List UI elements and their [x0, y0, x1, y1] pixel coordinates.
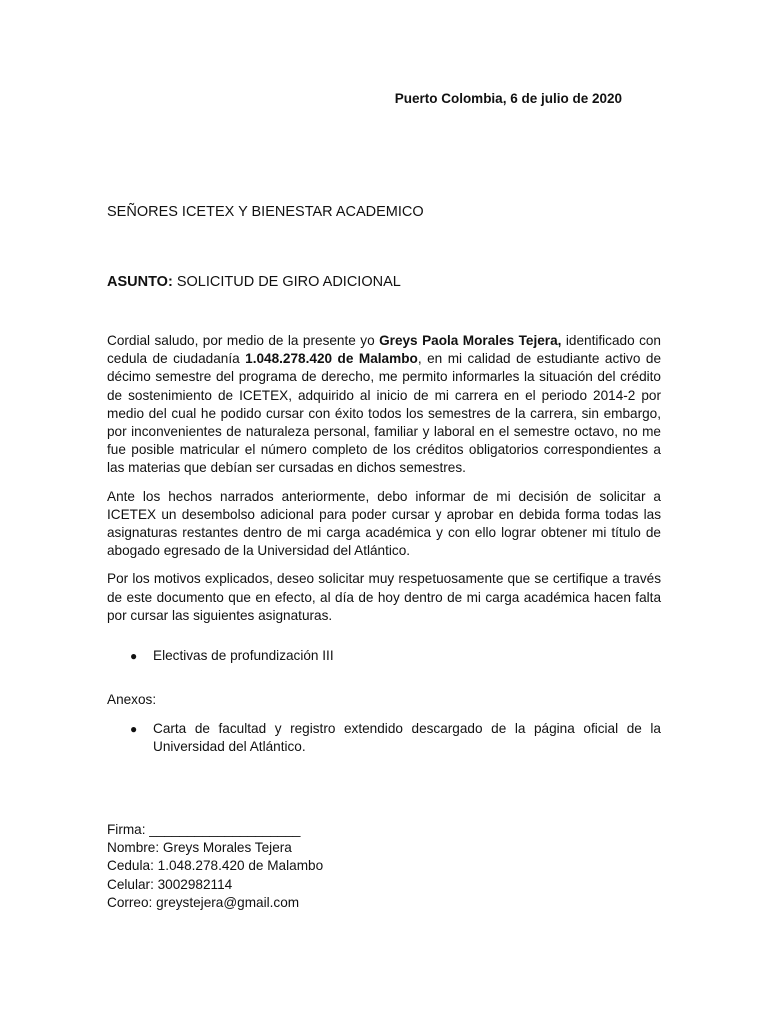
signature-line: Firma: ____________________	[107, 822, 301, 837]
anexo-item: Carta de facultad y registro extendido descargado de la página oficial de la Universidad del Atlántico.	[153, 721, 661, 755]
paragraph-3: Por los motivos explicados, deseo solicitar muy respetuosamente que se certifique a través de este documento que en efecto, al día de hoy dentro de mi carga académica hacen falta por cursar las siguientes asignaturas.	[107, 571, 661, 623]
signer-id: Cedula: 1.048.278.420 de Malambo	[107, 858, 324, 874]
paragraph-1	[107, 332, 661, 478]
bullet-icon: ●	[130, 649, 138, 663]
p1-part-c: , en mi calidad de estudiante activo de décimo semestre del programa de derecho, me permito informarles la situación del crédito de sostenimiento de ICETEX, adquirido al inicio de mi carrera en el periodo 2014-2 por medio del cual he podido cursar con éxito todos los semestres de la carrera, sin embargo, por inconvenientes de naturaleza personal, familiar y laboral en el semestre octavo, no me fue posible matricular el número completo de los créditos obligatorios correspondientes a las materias que debían ser cursadas en dichos semestres.	[107, 351, 661, 476]
recipient-line: SEÑORES ICETEX Y BIENESTAR ACADEMICO	[107, 204, 424, 220]
p1-part-b: identificado con cedula de ciudadanía	[107, 333, 661, 367]
student-id: 1.048.278.420 de Malambo	[245, 351, 418, 367]
student-name: Greys Paola Morales Tejera,	[379, 333, 562, 348]
paragraph-2: Ante los hechos narrados anteriormente, debo informar de mi decisión de solicitar a ICETEX un desembolso adicional para poder cursar y aprobar en debida forma todas las asignaturas restantes dentro de mi carga académica y con ello lograr obtener mi título de abogado egresado de la Universidad del Atlántico.	[107, 488, 661, 559]
list-item	[130, 720, 661, 756]
bullet-icon: ●	[130, 722, 138, 736]
anexos-heading: Anexos:	[107, 692, 157, 707]
list-item	[130, 647, 661, 665]
subject-label: ASUNTO:	[107, 274, 173, 290]
signer-phone: Celular: 3002982114	[107, 876, 233, 892]
signer-email: Correo: greystejera@gmail.com	[107, 894, 300, 910]
letter-body	[107, 332, 661, 635]
letter-date: Puerto Colombia, 6 de julio de 2020	[394, 91, 622, 106]
p1-part-a: Cordial saludo, por medio de la presente yo	[107, 333, 380, 348]
signature-block	[107, 821, 323, 912]
signer-name: Nombre: Greys Morales Tejera	[107, 840, 292, 856]
anexos-list	[130, 720, 661, 756]
subject-item: Electivas de profundización III	[153, 648, 334, 663]
subject-text: SOLICITUD DE GIRO ADICIONAL	[172, 274, 401, 290]
subjects-list	[130, 647, 661, 665]
subject-line	[107, 274, 401, 290]
